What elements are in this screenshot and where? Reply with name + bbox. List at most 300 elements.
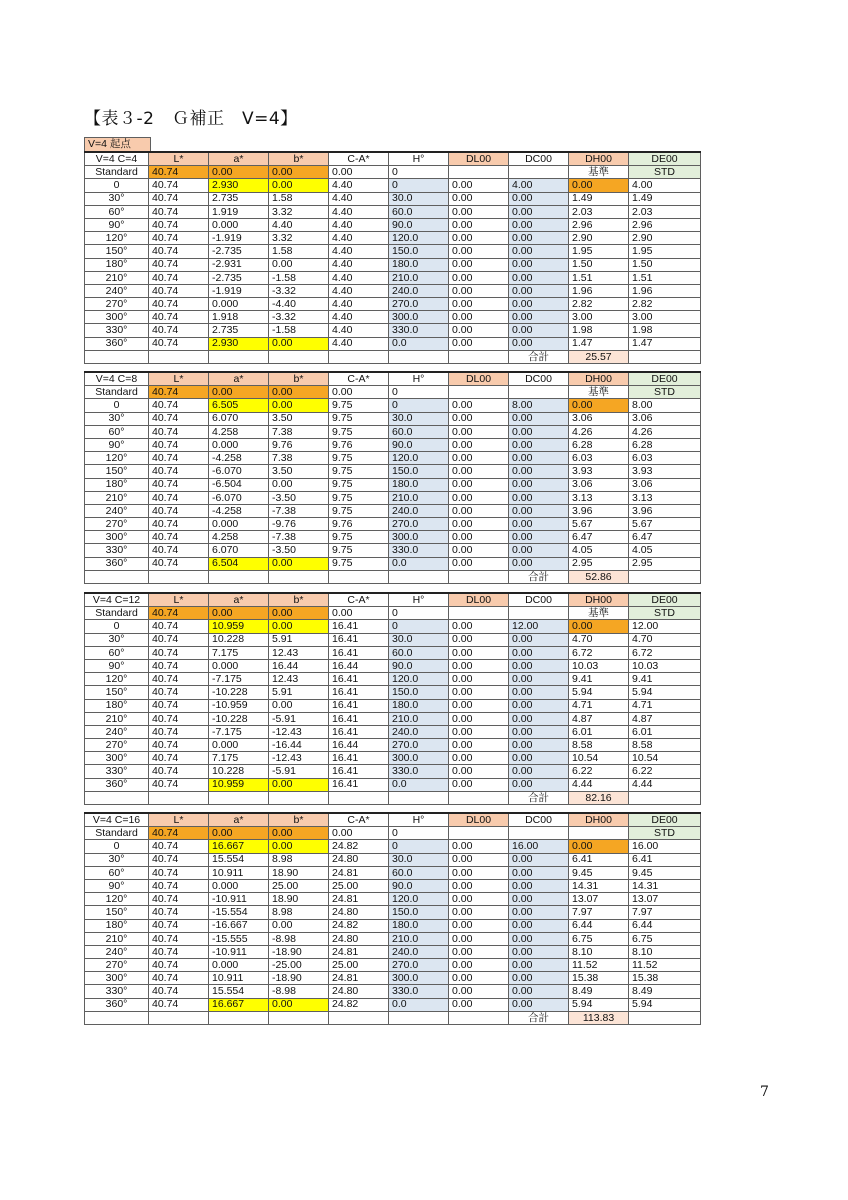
cell-l-star: 40.74: [149, 633, 209, 646]
header-l-star: L*: [149, 372, 209, 386]
standard-l-star: 40.74: [149, 827, 209, 840]
cell-b-star: 18.90: [269, 866, 329, 879]
cell-b-star: -7.38: [269, 531, 329, 544]
header-label: V=4 C=12: [85, 593, 149, 607]
cell-label: 210°: [85, 712, 149, 725]
cell-label: 90°: [85, 659, 149, 672]
cell-b-star: -1.58: [269, 271, 329, 284]
empty-cell: [85, 570, 149, 583]
empty-cell: [149, 350, 209, 363]
cell-label: 330°: [85, 544, 149, 557]
header-a-star: a*: [209, 152, 269, 166]
cell-a-star: 10.228: [209, 765, 269, 778]
cell-de00: 6.47: [629, 531, 701, 544]
cell-dh00: 6.03: [569, 452, 629, 465]
table-row: [85, 919, 701, 932]
empty-cell: [209, 1011, 269, 1024]
cell-h-deg: 0.0: [389, 778, 449, 791]
cell-h-deg: 0: [389, 399, 449, 412]
header-c-a-star: C-A*: [329, 813, 389, 827]
total-label: 合計: [509, 570, 569, 583]
cell-de00: 6.75: [629, 932, 701, 945]
cell-de00: 4.05: [629, 544, 701, 557]
cell-a-star: -16.667: [209, 919, 269, 932]
cell-dh00: 6.47: [569, 531, 629, 544]
standard-h-deg: 0: [389, 607, 449, 620]
cell-l-star: 40.74: [149, 232, 209, 245]
cell-l-star: 40.74: [149, 324, 209, 337]
cell-dh00: 6.22: [569, 765, 629, 778]
table-row: [85, 518, 701, 531]
cell-label: 180°: [85, 258, 149, 271]
cell-dh00: 0.00: [569, 399, 629, 412]
cell-c-a-star: 16.41: [329, 712, 389, 725]
cell-h-deg: 90.0: [389, 438, 449, 451]
table-c8: [84, 371, 701, 584]
cell-c-a-star: 16.41: [329, 633, 389, 646]
cell-a-star: 15.554: [209, 853, 269, 866]
cell-dh00: 9.41: [569, 673, 629, 686]
cell-h-deg: 300.0: [389, 311, 449, 324]
cell-dl00: 0.00: [449, 557, 509, 570]
empty-cell: [449, 791, 509, 804]
cell-dh00: 1.50: [569, 258, 629, 271]
header-de00: DE00: [629, 593, 701, 607]
cell-a-star: 1.919: [209, 205, 269, 218]
cell-dl00: 0.00: [449, 945, 509, 958]
table-row: [85, 699, 701, 712]
cell-l-star: 40.74: [149, 284, 209, 297]
cell-h-deg: 60.0: [389, 425, 449, 438]
cell-h-deg: 150.0: [389, 245, 449, 258]
cell-dc00: 0.00: [509, 633, 569, 646]
cell-b-star: 12.43: [269, 673, 329, 686]
cell-a-star: 0.000: [209, 959, 269, 972]
table-header-row: [85, 593, 701, 607]
table-row: [85, 179, 701, 192]
cell-l-star: 40.74: [149, 311, 209, 324]
cell-l-star: 40.74: [149, 531, 209, 544]
standard-l-star: 40.74: [149, 386, 209, 399]
table-row: [85, 725, 701, 738]
standard-dc00: [509, 827, 569, 840]
cell-a-star: 0.000: [209, 518, 269, 531]
cell-dc00: 0.00: [509, 673, 569, 686]
cell-l-star: 40.74: [149, 518, 209, 531]
empty-cell: [629, 570, 701, 583]
table-row: [85, 646, 701, 659]
cell-l-star: 40.74: [149, 765, 209, 778]
total-value: 52.86: [569, 570, 629, 583]
cell-dc00: 0.00: [509, 412, 569, 425]
cell-a-star: 2.930: [209, 337, 269, 350]
cell-c-a-star: 24.81: [329, 972, 389, 985]
cell-de00: 8.49: [629, 985, 701, 998]
standard-h-deg: 0: [389, 386, 449, 399]
cell-l-star: 40.74: [149, 544, 209, 557]
cell-dc00: 0.00: [509, 491, 569, 504]
table-header-row: [85, 152, 701, 166]
cell-l-star: 40.74: [149, 739, 209, 752]
cell-a-star: 2.735: [209, 192, 269, 205]
page-number: 7: [760, 1084, 769, 1100]
cell-label: 330°: [85, 324, 149, 337]
cell-c-a-star: 24.81: [329, 945, 389, 958]
cell-de00: 13.07: [629, 893, 701, 906]
table-row: [85, 205, 701, 218]
cell-dl00: 0.00: [449, 765, 509, 778]
cell-dl00: 0.00: [449, 399, 509, 412]
cell-dh00: 13.07: [569, 893, 629, 906]
cell-c-a-star: 4.40: [329, 298, 389, 311]
cell-de00: 6.72: [629, 646, 701, 659]
table-row: [85, 284, 701, 297]
data-table: [84, 812, 701, 1025]
cell-c-a-star: 9.75: [329, 478, 389, 491]
cell-dl00: 0.00: [449, 853, 509, 866]
cell-dc00: 0.00: [509, 232, 569, 245]
cell-a-star: -7.175: [209, 673, 269, 686]
cell-a-star: 4.258: [209, 531, 269, 544]
cell-dl00: 0.00: [449, 452, 509, 465]
cell-dh00: 0.00: [569, 620, 629, 633]
cell-a-star: 7.175: [209, 752, 269, 765]
cell-b-star: 0.00: [269, 258, 329, 271]
cell-b-star: -8.98: [269, 932, 329, 945]
cell-b-star: 7.38: [269, 452, 329, 465]
cell-h-deg: 90.0: [389, 218, 449, 231]
cell-label: 0: [85, 620, 149, 633]
header-dh00: DH00: [569, 813, 629, 827]
cell-dh00: 3.13: [569, 491, 629, 504]
table-row: [85, 712, 701, 725]
empty-cell: [85, 791, 149, 804]
cell-a-star: 16.667: [209, 840, 269, 853]
cell-de00: 2.96: [629, 218, 701, 231]
table-row: [85, 959, 701, 972]
cell-b-star: -25.00: [269, 959, 329, 972]
cell-b-star: 5.91: [269, 686, 329, 699]
cell-dh00: 14.31: [569, 879, 629, 892]
cell-dh00: 9.45: [569, 866, 629, 879]
cell-l-star: 40.74: [149, 840, 209, 853]
cell-dh00: 3.93: [569, 465, 629, 478]
header-dl00: DL00: [449, 813, 509, 827]
cell-dl00: 0.00: [449, 659, 509, 672]
cell-dc00: 0.00: [509, 425, 569, 438]
cell-h-deg: 300.0: [389, 531, 449, 544]
cell-dc00: 16.00: [509, 840, 569, 853]
cell-b-star: 0.00: [269, 620, 329, 633]
cell-dl00: 0.00: [449, 866, 509, 879]
table-row: [85, 311, 701, 324]
table-row: [85, 504, 701, 517]
standard-h-deg: 0: [389, 166, 449, 179]
header-c-a-star: C-A*: [329, 593, 389, 607]
cell-a-star: -6.504: [209, 478, 269, 491]
cell-a-star: 15.554: [209, 985, 269, 998]
standard-b-star: 0.00: [269, 166, 329, 179]
cell-label: 60°: [85, 866, 149, 879]
cell-label: 210°: [85, 932, 149, 945]
cell-label: 90°: [85, 438, 149, 451]
cell-dh00: 4.05: [569, 544, 629, 557]
cell-dl00: 0.00: [449, 646, 509, 659]
cell-dc00: 0.00: [509, 659, 569, 672]
cell-c-a-star: 24.82: [329, 840, 389, 853]
header-c-a-star: C-A*: [329, 372, 389, 386]
standard-a-star: 0.00: [209, 386, 269, 399]
cell-de00: 10.03: [629, 659, 701, 672]
cell-dl00: 0.00: [449, 298, 509, 311]
cell-l-star: 40.74: [149, 258, 209, 271]
header-de00: DE00: [629, 372, 701, 386]
header-l-star: L*: [149, 152, 209, 166]
cell-dh00: 1.51: [569, 271, 629, 284]
table-row: [85, 985, 701, 998]
cell-label: 300°: [85, 531, 149, 544]
cell-l-star: 40.74: [149, 478, 209, 491]
table-row: [85, 557, 701, 570]
cell-b-star: 0.00: [269, 998, 329, 1011]
total-row: [85, 791, 701, 804]
cell-de00: 4.71: [629, 699, 701, 712]
cell-dh00: 4.44: [569, 778, 629, 791]
cell-label: 270°: [85, 298, 149, 311]
standard-dh00: 基準: [569, 607, 629, 620]
cell-dh00: 5.67: [569, 518, 629, 531]
total-row: [85, 570, 701, 583]
cell-a-star: -10.959: [209, 699, 269, 712]
standard-c-a-star: 0.00: [329, 607, 389, 620]
cell-dh00: 1.95: [569, 245, 629, 258]
header-label: V=4 C=16: [85, 813, 149, 827]
table-row: [85, 412, 701, 425]
cell-de00: 3.96: [629, 504, 701, 517]
cell-dc00: 0.00: [509, 218, 569, 231]
cell-b-star: -9.76: [269, 518, 329, 531]
cell-c-a-star: 4.40: [329, 258, 389, 271]
cell-b-star: -8.98: [269, 985, 329, 998]
cell-l-star: 40.74: [149, 620, 209, 633]
start-point-label: V=4 起点: [84, 137, 151, 152]
standard-l-star: 40.74: [149, 166, 209, 179]
cell-de00: 6.28: [629, 438, 701, 451]
cell-c-a-star: 9.75: [329, 399, 389, 412]
cell-c-a-star: 9.76: [329, 438, 389, 451]
cell-label: 300°: [85, 311, 149, 324]
cell-c-a-star: 4.40: [329, 284, 389, 297]
empty-cell: [209, 791, 269, 804]
cell-c-a-star: 24.81: [329, 893, 389, 906]
cell-label: 30°: [85, 192, 149, 205]
cell-l-star: 40.74: [149, 179, 209, 192]
standard-dl00: [449, 607, 509, 620]
cell-h-deg: 240.0: [389, 725, 449, 738]
cell-dh00: 1.96: [569, 284, 629, 297]
cell-dc00: 0.00: [509, 518, 569, 531]
cell-dh00: 6.01: [569, 725, 629, 738]
cell-c-a-star: 4.40: [329, 232, 389, 245]
cell-c-a-star: 4.40: [329, 245, 389, 258]
empty-cell: [389, 570, 449, 583]
cell-h-deg: 270.0: [389, 518, 449, 531]
cell-dl00: 0.00: [449, 985, 509, 998]
table-row: [85, 491, 701, 504]
cell-a-star: 2.735: [209, 324, 269, 337]
cell-label: 120°: [85, 232, 149, 245]
cell-dc00: 0.00: [509, 465, 569, 478]
header-dc00: DC00: [509, 593, 569, 607]
data-table: [84, 371, 701, 584]
cell-label: 150°: [85, 245, 149, 258]
cell-c-a-star: 24.80: [329, 932, 389, 945]
total-row: [85, 1011, 701, 1024]
cell-c-a-star: 9.75: [329, 544, 389, 557]
standard-l-star: 40.74: [149, 607, 209, 620]
cell-b-star: 0.00: [269, 478, 329, 491]
table-row: [85, 425, 701, 438]
cell-c-a-star: 24.82: [329, 998, 389, 1011]
cell-dc00: 0.00: [509, 906, 569, 919]
empty-cell: [149, 570, 209, 583]
cell-a-star: 7.175: [209, 646, 269, 659]
cell-a-star: 0.000: [209, 218, 269, 231]
cell-l-star: 40.74: [149, 491, 209, 504]
empty-cell: [149, 1011, 209, 1024]
empty-cell: [329, 1011, 389, 1024]
header-dl00: DL00: [449, 593, 509, 607]
cell-l-star: 40.74: [149, 853, 209, 866]
cell-c-a-star: 25.00: [329, 879, 389, 892]
cell-b-star: -16.44: [269, 739, 329, 752]
cell-dh00: 4.87: [569, 712, 629, 725]
cell-b-star: -18.90: [269, 945, 329, 958]
cell-dh00: 8.10: [569, 945, 629, 958]
cell-label: 360°: [85, 998, 149, 1011]
total-value: 113.83: [569, 1011, 629, 1024]
cell-h-deg: 270.0: [389, 298, 449, 311]
cell-a-star: 10.228: [209, 633, 269, 646]
cell-dh00: 3.06: [569, 478, 629, 491]
standard-b-star: 0.00: [269, 827, 329, 840]
empty-cell: [209, 570, 269, 583]
cell-h-deg: 270.0: [389, 739, 449, 752]
cell-b-star: -1.58: [269, 324, 329, 337]
cell-b-star: 0.00: [269, 778, 329, 791]
cell-c-a-star: 9.75: [329, 412, 389, 425]
cell-h-deg: 210.0: [389, 932, 449, 945]
cell-b-star: 8.98: [269, 853, 329, 866]
cell-dc00: 0.00: [509, 271, 569, 284]
cell-b-star: 5.91: [269, 633, 329, 646]
cell-a-star: -15.554: [209, 906, 269, 919]
table-row: [85, 866, 701, 879]
cell-label: 120°: [85, 673, 149, 686]
cell-de00: 2.90: [629, 232, 701, 245]
header-dc00: DC00: [509, 152, 569, 166]
standard-de00: STD: [629, 386, 701, 399]
cell-dh00: 0.00: [569, 179, 629, 192]
cell-dl00: 0.00: [449, 620, 509, 633]
cell-c-a-star: 24.80: [329, 985, 389, 998]
cell-c-a-star: 4.40: [329, 337, 389, 350]
cell-h-deg: 30.0: [389, 853, 449, 866]
standard-dh00: [569, 827, 629, 840]
cell-a-star: 0.000: [209, 739, 269, 752]
cell-dh00: 6.28: [569, 438, 629, 451]
cell-a-star: -4.258: [209, 504, 269, 517]
cell-h-deg: 0: [389, 620, 449, 633]
table-row: [85, 452, 701, 465]
cell-h-deg: 30.0: [389, 633, 449, 646]
cell-b-star: -5.91: [269, 765, 329, 778]
header-c-a-star: C-A*: [329, 152, 389, 166]
cell-b-star: 1.58: [269, 192, 329, 205]
table-row: [85, 218, 701, 231]
total-value: 82.16: [569, 791, 629, 804]
table-row: [85, 932, 701, 945]
header-de00: DE00: [629, 152, 701, 166]
table-row: [85, 620, 701, 633]
cell-dc00: 0.00: [509, 932, 569, 945]
data-table: [84, 151, 701, 364]
table-row: [85, 659, 701, 672]
cell-b-star: -3.32: [269, 311, 329, 324]
cell-b-star: 12.43: [269, 646, 329, 659]
cell-a-star: -10.228: [209, 686, 269, 699]
cell-de00: 1.49: [629, 192, 701, 205]
cell-dl00: 0.00: [449, 218, 509, 231]
cell-l-star: 40.74: [149, 218, 209, 231]
cell-h-deg: 240.0: [389, 504, 449, 517]
cell-h-deg: 60.0: [389, 646, 449, 659]
cell-l-star: 40.74: [149, 465, 209, 478]
cell-dc00: 0.00: [509, 699, 569, 712]
cell-de00: 1.47: [629, 337, 701, 350]
cell-b-star: -5.91: [269, 712, 329, 725]
cell-de00: 6.44: [629, 919, 701, 932]
cell-dl00: 0.00: [449, 324, 509, 337]
cell-dl00: 0.00: [449, 438, 509, 451]
cell-l-star: 40.74: [149, 425, 209, 438]
cell-c-a-star: 4.40: [329, 324, 389, 337]
header-label: V=4 C=8: [85, 372, 149, 386]
cell-a-star: -6.070: [209, 465, 269, 478]
cell-dc00: 0.00: [509, 478, 569, 491]
standard-b-star: 0.00: [269, 386, 329, 399]
cell-dc00: 0.00: [509, 337, 569, 350]
table-row: [85, 765, 701, 778]
standard-a-star: 0.00: [209, 607, 269, 620]
table-row: [85, 998, 701, 1011]
standard-label: Standard: [85, 386, 149, 399]
cell-label: 270°: [85, 739, 149, 752]
cell-label: 0: [85, 399, 149, 412]
empty-cell: [269, 791, 329, 804]
cell-dl00: 0.00: [449, 192, 509, 205]
cell-de00: 5.94: [629, 998, 701, 1011]
empty-cell: [329, 570, 389, 583]
cell-dc00: 0.00: [509, 452, 569, 465]
cell-l-star: 40.74: [149, 298, 209, 311]
cell-c-a-star: 4.40: [329, 271, 389, 284]
cell-a-star: -4.258: [209, 452, 269, 465]
cell-b-star: 1.58: [269, 245, 329, 258]
cell-b-star: 25.00: [269, 879, 329, 892]
document-title: 【表３-2 Ｇ補正 V=4】: [84, 109, 298, 129]
cell-label: 300°: [85, 972, 149, 985]
